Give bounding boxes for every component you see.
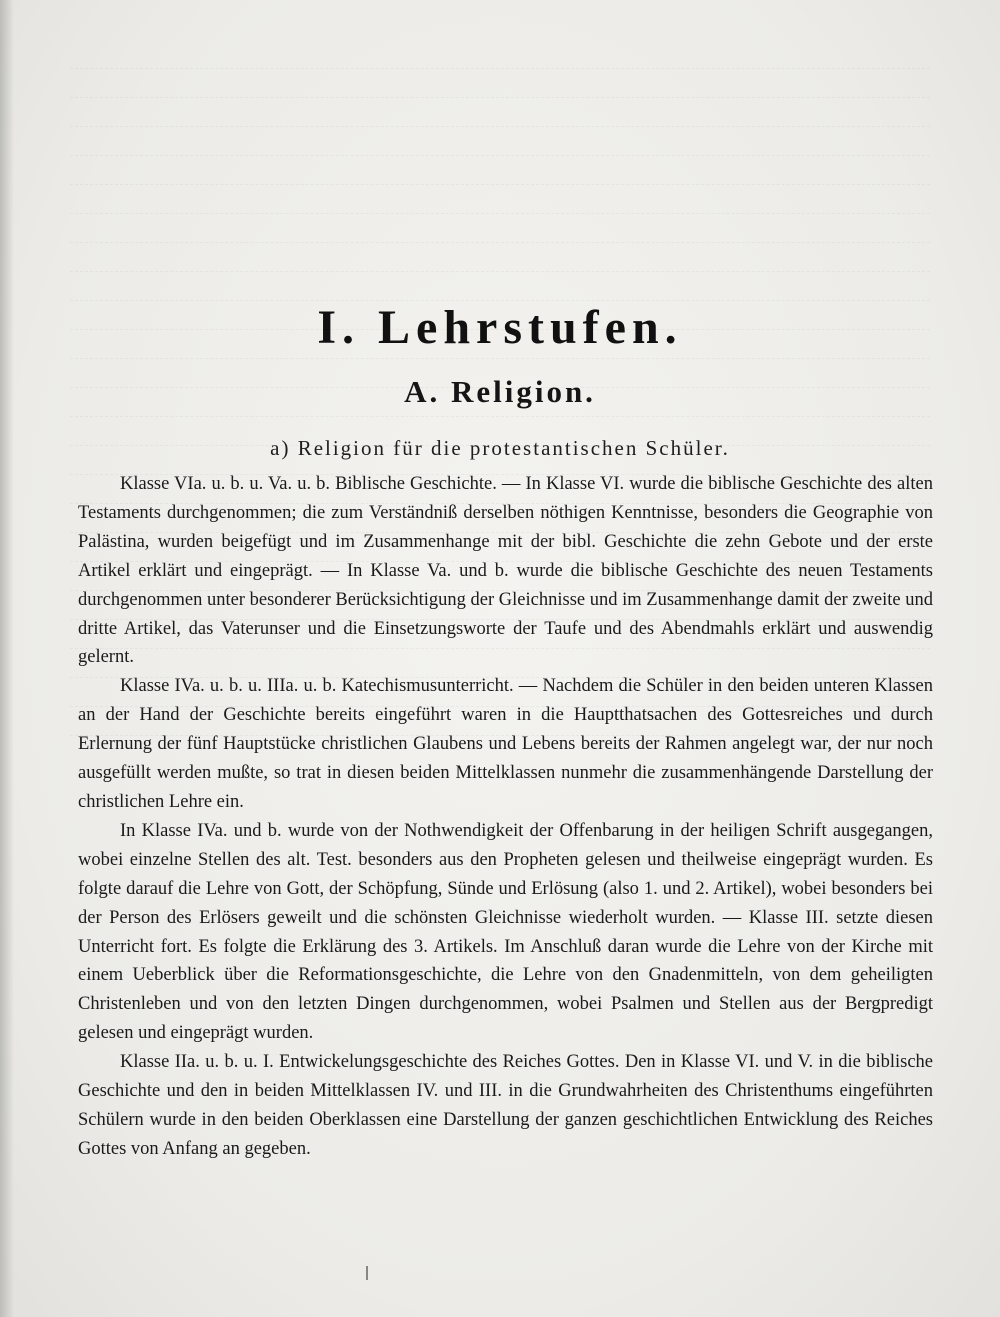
subsection-title: Religion. [450, 374, 596, 409]
print-mark [366, 1266, 368, 1280]
body-text [78, 470, 933, 1164]
paragraph-klasse-iv: In Klasse IVa. und b. wurde von der Nothwendigkeit der Offenbarung in der heiligen Schrift ausgegangen, wobei einzelne Stellen des alt. Test. besonders aus den Propheten gelesen und theilweise eingeprägt wurden. Es folgte darauf die Lehre von Gott, der Schöpfung, Sünde und Erlösung (also 1. und 2. Artikel), wobei besonders bei der Person des Erlösers geweilt und die schönsten Gleichnisse wiederholt wurden. — Klasse III. setzte diesen Unterricht fort. Es folgte die Erklärung des 3. Artikels. Im Anschluß daran wurde die Lehre von der Kirche mit einem Ueberblick über die Reformationsgeschichte, die Lehre von den Gnadenmitteln, von dem geheiligten Christenleben und von den letzten Dingen durchgenommen, wobei Psalmen und Stellen aus der Bergpredigt gelesen und eingeprägt wurden. [78, 820, 933, 1044]
paragraph-biblische-geschichte: Klasse VIa. u. b. u. Va. u. b. Biblische Geschichte. — In Klasse VI. wurde die biblische Geschichte des alten Testaments durchgenommen; die zum Verständniß derselben nöthigen Kenntnisse, besonders die Geographie von Palästina, wurden beigefügt und im Zusammenhange mit der bibl. Geschichte die zehn Gebote und der erste Artikel erklärt und eingeprägt. — In Klasse Va. und b. wurde die biblische Geschichte des neuen Testaments durchgenommen unter besonderer Berücksichtigung der Gleichnisse und im Zusammenhange damit der zweite und dritte Artikel, das Vaterunser und die Einsetzungsworte der Taufe und des Abendmahls erklärt und auswendig gelernt. [78, 474, 933, 668]
section-numeral: I. [317, 301, 360, 354]
page-edge-shadow [0, 0, 14, 1317]
section-title: Lehrstufen. [378, 301, 683, 354]
subheading: a) Religion für die protestantischen Schüler. [270, 436, 730, 460]
section-heading [0, 300, 1000, 355]
subsection-heading [0, 374, 1000, 410]
paragraph-entwickelungsgeschichte: Klasse IIa. u. b. u. I. Entwickelungsgeschichte des Reiches Gottes. Den in Klasse VI. und V. in die biblische Geschichte und den in beiden Mittelklassen IV. und III. in die Grundwahrheiten des Christenthums eingeführten Schülern wurde in den beiden Oberklassen eine Darstellung der ganzen geschichtlichen Entwicklung des Reiches Gottes von Anfang an gegeben. [78, 1052, 933, 1159]
subsection-label: A. [404, 374, 441, 409]
paragraph-katechismusunterricht: Klasse IVa. u. b. u. IIIa. u. b. Katechismusunterricht. — Nachdem die Schüler in den beiden unteren Klassen an der Hand der Geschichte bereits eingeführt waren in die Hauptthatsachen des Gottesreiches und durch Erlernung der fünf Hauptstücke christlichen Glaubens und Lebens bereits der Rahmen angelegt war, der nur noch ausgefüllt werden mußte, so trat in diesen beiden Mittelklassen nunmehr die zusammenhängende Darstellung der christlichen Lehre ein. [78, 676, 933, 812]
